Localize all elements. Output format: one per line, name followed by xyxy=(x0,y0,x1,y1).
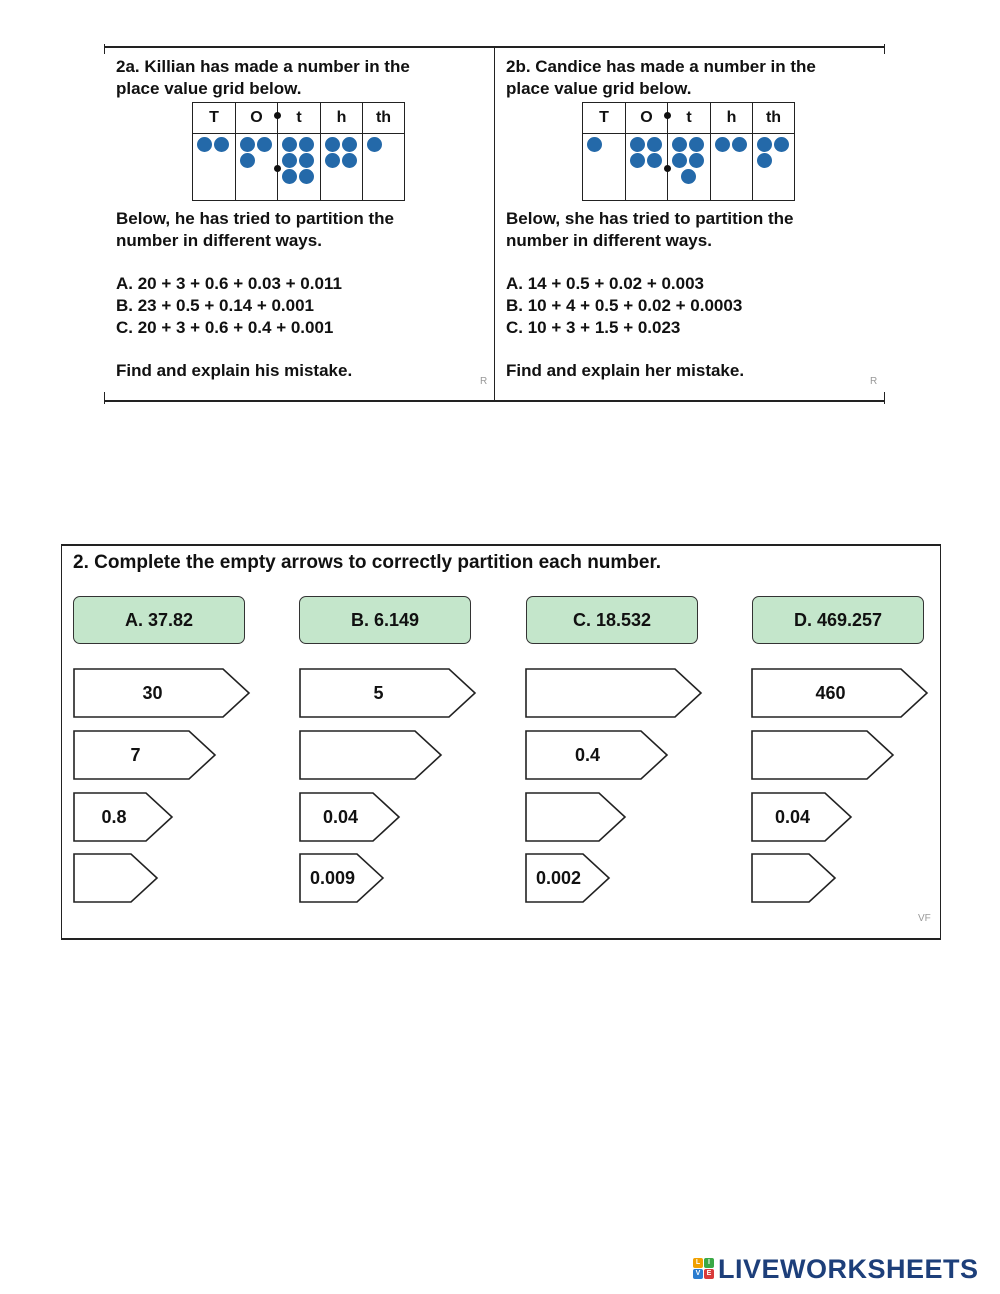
place-value-counter xyxy=(282,153,297,168)
place-value-counter xyxy=(325,137,340,152)
arrow-value[interactable] xyxy=(526,793,607,841)
place-value-counter xyxy=(681,169,696,184)
level-tag: R xyxy=(480,376,488,387)
grid-cell-thousandths xyxy=(363,134,405,201)
arrow-d-4[interactable] xyxy=(752,854,835,902)
place-value-counter xyxy=(774,137,789,152)
grid-cell-ones xyxy=(626,134,668,201)
problem-2b-body-line2: number in different ways. xyxy=(506,231,712,250)
arrow-value[interactable]: 0.4 xyxy=(574,744,601,765)
number-box-a: A. 37.82 xyxy=(73,596,245,644)
arrow-b-1[interactable] xyxy=(300,669,475,717)
option-b: B. 10 + 4 + 0.5 + 0.02 + 0.0003 xyxy=(506,296,743,315)
arrow-value[interactable] xyxy=(74,854,139,902)
place-value-counter xyxy=(757,153,772,168)
grid-cell-thousandths xyxy=(753,134,795,201)
option-a: A. 20 + 3 + 0.6 + 0.03 + 0.011 xyxy=(116,274,342,293)
arrow-c-3[interactable] xyxy=(526,793,625,841)
arrow-value[interactable]: 30 xyxy=(142,682,163,703)
logo-letter: E xyxy=(704,1269,714,1279)
arrow-c-4[interactable] xyxy=(526,854,609,902)
grid-header-thousandths: th xyxy=(363,103,405,134)
place-value-grid-2b xyxy=(582,102,795,201)
place-value-counter xyxy=(715,137,730,152)
grid-cell-tens xyxy=(193,134,236,201)
arrow-value[interactable]: 0.002 xyxy=(535,867,582,888)
grid-header-hundredths: h xyxy=(711,103,753,134)
arrow-b-3[interactable] xyxy=(300,793,399,841)
arrow-value[interactable]: 460 xyxy=(815,682,846,703)
arrow-value[interactable]: 0.009 xyxy=(309,867,356,888)
place-value-counter xyxy=(630,137,645,152)
grid-header-tens: T xyxy=(193,103,236,134)
logo-text: LIVEWORKSHEETS xyxy=(718,1254,979,1284)
place-value-counter xyxy=(299,137,314,152)
problem-2b-panel xyxy=(506,56,878,396)
place-value-grid-2a xyxy=(192,102,405,201)
arrow-d-2[interactable] xyxy=(752,731,893,779)
arrow-a-2[interactable] xyxy=(74,731,215,779)
place-value-counter xyxy=(342,137,357,152)
decimal-point xyxy=(664,165,671,172)
grid-header-ones: O xyxy=(236,103,278,134)
place-value-counter xyxy=(630,153,645,168)
arrow-c-2[interactable] xyxy=(526,731,667,779)
place-value-counter xyxy=(214,137,229,152)
level-tag: R xyxy=(870,376,878,387)
grid-cell-tenths xyxy=(668,134,711,201)
place-value-counter xyxy=(257,137,272,152)
grid-header-tens: T xyxy=(583,103,626,134)
place-value-counter xyxy=(299,169,314,184)
arrow-b-2[interactable] xyxy=(300,731,441,779)
logo-icon xyxy=(693,1258,715,1280)
arrow-value[interactable] xyxy=(752,731,875,779)
problem-2a-title-line1: 2a. Killian has made a number in the xyxy=(116,57,410,76)
liveworksheets-logo xyxy=(690,1252,990,1286)
place-value-counter xyxy=(689,153,704,168)
place-value-counter xyxy=(587,137,602,152)
arrow-value[interactable] xyxy=(526,669,683,717)
frame-edge xyxy=(884,44,885,54)
grid-cell-hundredths xyxy=(711,134,753,201)
option-a: A. 14 + 0.5 + 0.02 + 0.003 xyxy=(506,274,705,293)
problem-2a-title-line2: place value grid below. xyxy=(116,78,302,98)
problem-2a-panel xyxy=(116,56,488,396)
number-box-d: D. 469.257 xyxy=(752,596,924,644)
arrow-a-1[interactable] xyxy=(74,669,249,717)
problem-2b-body-line1: Below, she has tried to partition the xyxy=(506,209,794,228)
place-value-counter xyxy=(282,137,297,152)
frame-edge xyxy=(884,392,885,404)
panel-divider xyxy=(494,46,495,400)
grid-header-tenths: t xyxy=(278,103,321,134)
place-value-counter xyxy=(647,153,662,168)
arrow-value[interactable] xyxy=(300,731,423,779)
arrow-value[interactable]: 7 xyxy=(130,744,141,765)
arrow-value[interactable] xyxy=(752,854,817,902)
place-value-counter xyxy=(689,137,704,152)
question-2-title: 2. Complete the empty arrows to correctly partition each number. xyxy=(73,552,662,573)
decimal-point xyxy=(274,165,281,172)
level-tag: VF xyxy=(918,913,931,924)
grid-cell-ones xyxy=(236,134,278,201)
place-value-counter xyxy=(672,137,687,152)
place-value-counter xyxy=(672,153,687,168)
arrow-value[interactable]: 0.04 xyxy=(774,806,811,827)
arrow-c-1[interactable] xyxy=(526,669,701,717)
problem-2a-body-line2: number in different ways. xyxy=(116,231,322,250)
arrow-value[interactable]: 0.04 xyxy=(322,806,359,827)
grid-header-thousandths: th xyxy=(753,103,795,134)
option-b: B. 23 + 0.5 + 0.14 + 0.001 xyxy=(116,296,315,315)
arrow-value[interactable]: 5 xyxy=(373,682,384,703)
place-value-counter xyxy=(342,153,357,168)
logo-letter: V xyxy=(693,1269,703,1279)
option-c: C. 20 + 3 + 0.6 + 0.4 + 0.001 xyxy=(116,318,334,337)
place-value-counter xyxy=(325,153,340,168)
option-c: C. 10 + 3 + 1.5 + 0.023 xyxy=(506,318,681,337)
arrow-d-1[interactable] xyxy=(752,669,927,717)
place-value-counter xyxy=(299,153,314,168)
number-box-b: B. 6.149 xyxy=(299,596,471,644)
frame-edge xyxy=(104,44,105,54)
place-value-counter xyxy=(367,137,382,152)
grid-header-hundredths: h xyxy=(321,103,363,134)
arrow-b-4[interactable] xyxy=(300,854,383,902)
problem-2b-prompt: Find and explain her mistake. xyxy=(506,361,745,380)
logo-letter: L xyxy=(693,1258,703,1268)
frame-edge xyxy=(104,392,105,404)
place-value-counter xyxy=(647,137,662,152)
place-value-counter xyxy=(757,137,772,152)
grid-header-tenths: t xyxy=(668,103,711,134)
arrow-a-3[interactable] xyxy=(74,793,172,841)
place-value-counter xyxy=(240,153,255,168)
decimal-point xyxy=(274,112,281,119)
place-value-counter xyxy=(240,137,255,152)
arrow-d-3[interactable] xyxy=(752,793,851,841)
problem-2b-title-line2: place value grid below. xyxy=(506,78,692,98)
place-value-counter xyxy=(732,137,747,152)
decimal-point xyxy=(664,112,671,119)
place-value-counter xyxy=(282,169,297,184)
problem-2a-prompt: Find and explain his mistake. xyxy=(116,361,353,380)
problem-2a-body-line1: Below, he has tried to partition the xyxy=(116,209,395,228)
grid-cell-tenths xyxy=(278,134,321,201)
logo-letter: I xyxy=(704,1258,714,1268)
arrow-a-4[interactable] xyxy=(74,854,157,902)
grid-cell-hundredths xyxy=(321,134,363,201)
grid-cell-tens xyxy=(583,134,626,201)
place-value-counter xyxy=(197,137,212,152)
problem-2b-title-line1: 2b. Candice has made a number in the xyxy=(506,57,816,76)
arrow-value[interactable]: 0.8 xyxy=(101,806,127,827)
grid-header-ones: O xyxy=(626,103,668,134)
number-box-c: C. 18.532 xyxy=(526,596,698,644)
